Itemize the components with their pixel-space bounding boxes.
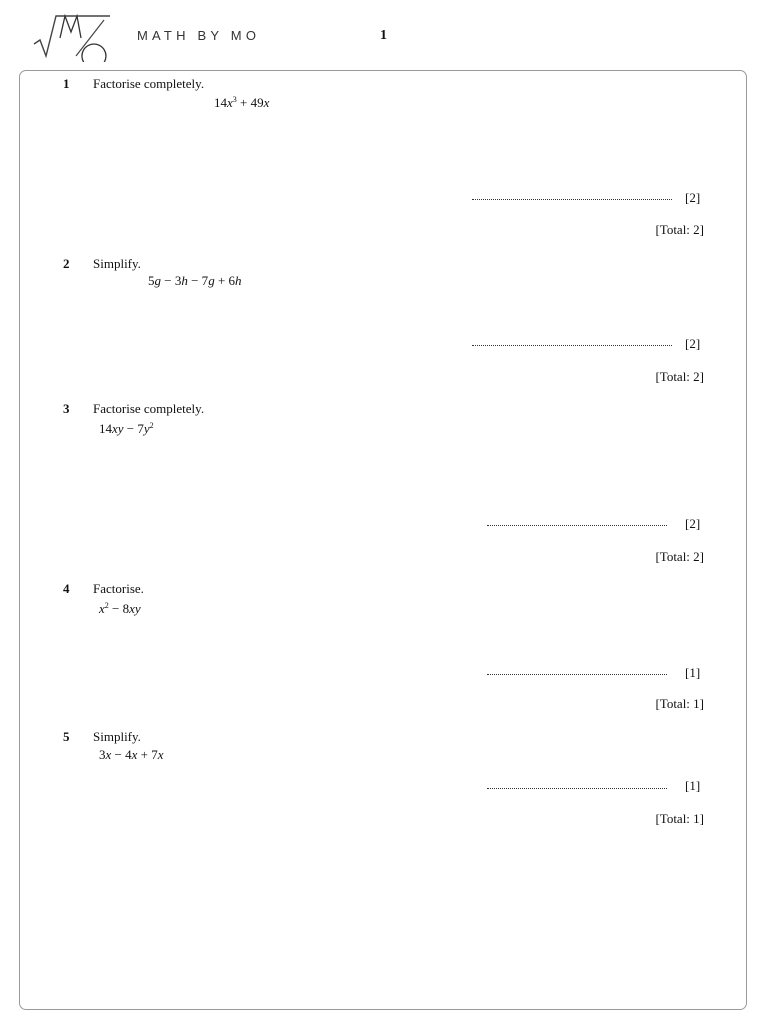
question-total: [Total: 2]	[655, 549, 704, 564]
question-marks: [2]	[685, 516, 701, 531]
question-instruction: Factorise completely.	[93, 401, 205, 416]
question-instruction: Factorise.	[93, 581, 144, 596]
answer-line[interactable]	[487, 525, 667, 526]
question-marks: [1]	[685, 665, 701, 680]
question-number: 2	[63, 256, 70, 271]
page-header	[0, 0, 768, 66]
question-number: 4	[63, 581, 70, 596]
answer-line[interactable]	[487, 788, 667, 789]
answer-line[interactable]	[472, 345, 672, 346]
question-instruction: Factorise completely.	[93, 76, 205, 91]
answer-line[interactable]	[487, 674, 667, 675]
question-instruction: Simplify.	[93, 256, 141, 271]
math-by-mo-logo-icon	[32, 8, 112, 62]
question-marks: [1]	[685, 778, 701, 793]
question-total: [Total: 2]	[655, 369, 704, 384]
answer-line[interactable]	[472, 199, 672, 200]
question-expression: $14x^3 + 49x$	[214, 95, 270, 110]
question-marks: [2]	[685, 336, 701, 351]
question-instruction: Simplify.	[93, 729, 141, 744]
question-expression: $x^2 - 8xy$	[99, 601, 141, 616]
question-number: 3	[63, 401, 70, 416]
question-expression: 5g − 3h − 7g + 6h	[148, 273, 242, 288]
page-number: 1	[380, 28, 387, 43]
question-panel	[19, 70, 747, 1010]
question-total: [Total: 1]	[655, 811, 704, 826]
question-expression: 3x − 4x + 7x	[99, 747, 164, 762]
question-total: [Total: 2]	[655, 222, 704, 237]
question-number: 1	[63, 76, 70, 91]
question-expression: $14xy - 7y^2$	[99, 421, 154, 436]
question-number: 5	[63, 729, 70, 744]
brand-name: MATH BY MO	[137, 28, 261, 43]
question-marks: [2]	[685, 190, 701, 205]
question-total: [Total: 1]	[655, 696, 704, 711]
